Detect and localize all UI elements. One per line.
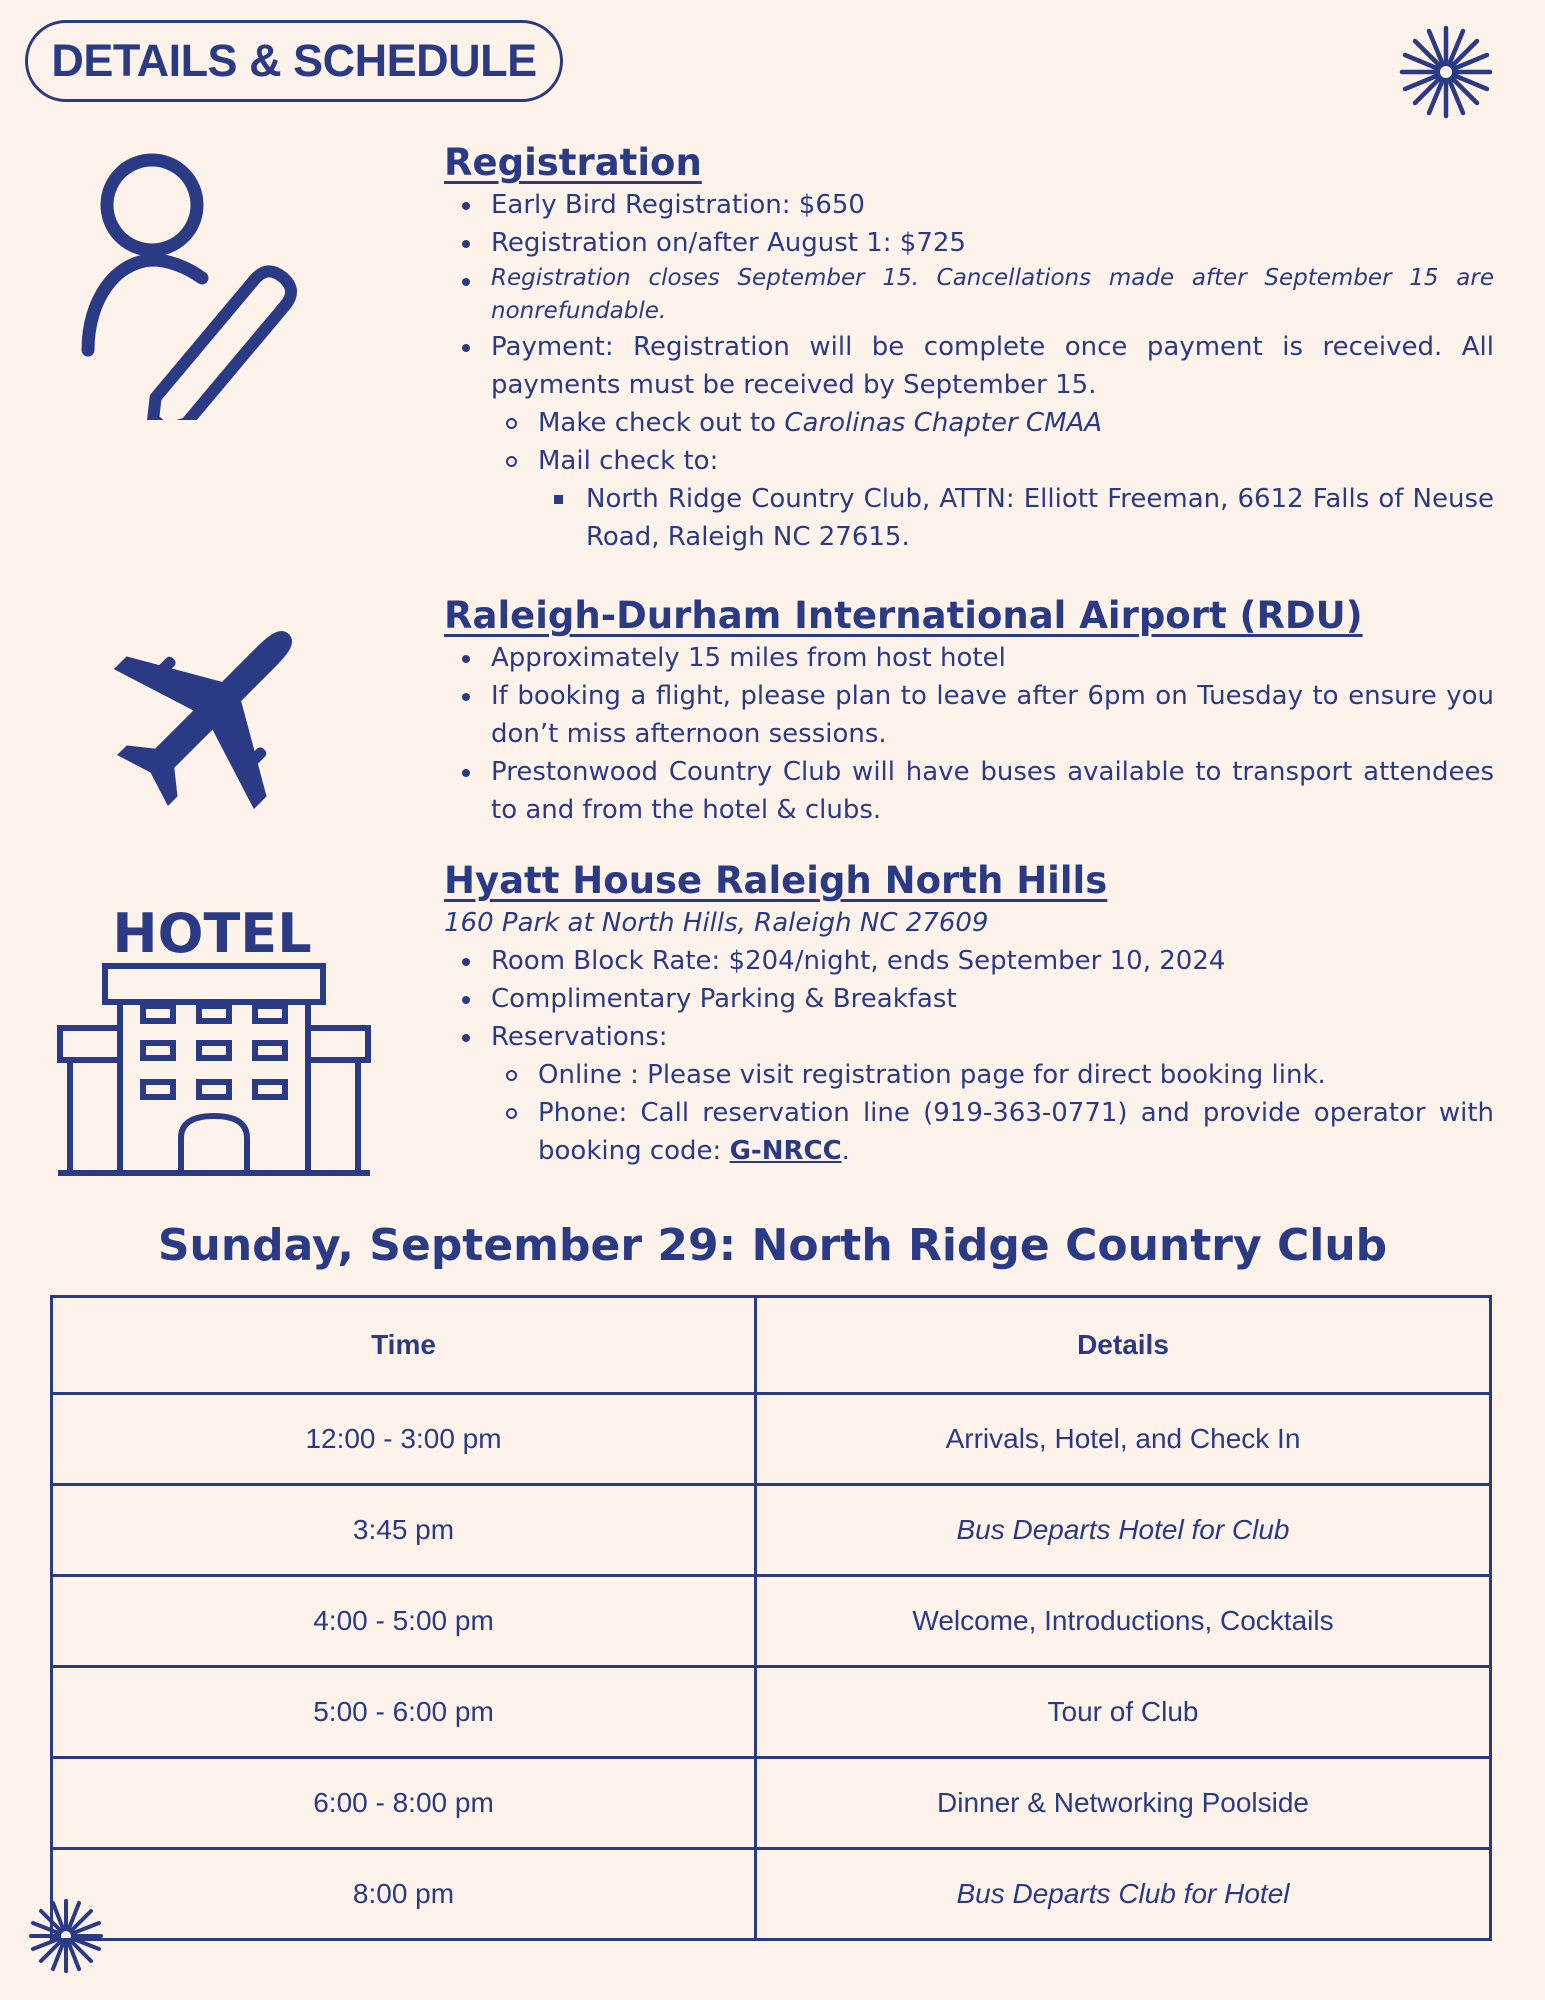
list-item: Registration on/after August 1: $725	[444, 224, 1494, 262]
schedule-title: Sunday, September 29: North Ridge Country Club	[157, 1220, 1388, 1271]
table-header-row	[52, 1297, 1491, 1394]
list-item: Approximately 15 miles from host hotel	[444, 639, 1494, 677]
schedule-table	[50, 1295, 1492, 1941]
list-item: Complimentary Parking & Breakfast	[444, 980, 1494, 1018]
details-cell: Dinner & Networking Poolside	[756, 1758, 1491, 1849]
time-cell: 6:00 - 8:00 pm	[52, 1758, 756, 1849]
details-cell: Bus Departs Hotel for Club	[756, 1485, 1491, 1576]
airport-section	[444, 593, 1494, 829]
airplane-icon	[100, 598, 325, 827]
mail-address: North Ridge Country Club, ATTN: Elliott Freeman, 6612 Falls of Neuse Road, Raleigh NC 27615.	[444, 480, 1494, 556]
registration-section	[444, 140, 1494, 556]
column-header-time: Time	[52, 1297, 756, 1394]
table-row	[52, 1576, 1491, 1667]
page-badge: DETAILS & SCHEDULE	[25, 20, 563, 102]
table-row	[52, 1849, 1491, 1940]
starburst-icon	[1398, 24, 1494, 120]
details-cell: Bus Departs Club for Hotel	[756, 1849, 1491, 1940]
details-cell: Welcome, Introductions, Cocktails	[756, 1576, 1491, 1667]
user-edit-icon	[70, 150, 330, 424]
hotel-section	[444, 858, 1494, 1170]
time-cell: 12:00 - 3:00 pm	[52, 1394, 756, 1485]
list-item: Phone: Call reservation line (919-363-0771) and provide operator with booking code: G-NRCC.	[444, 1094, 1494, 1170]
svg-text:HOTEL: HOTEL	[112, 902, 312, 965]
details-cell: Arrivals, Hotel, and Check In	[756, 1394, 1491, 1485]
booking-code: G-NRCC	[729, 1136, 842, 1166]
hotel-address: 160 Park at North Hills, Raleigh NC 27609	[444, 908, 989, 938]
table-row	[52, 1667, 1491, 1758]
details-cell: Tour of Club	[756, 1667, 1491, 1758]
time-cell: 5:00 - 6:00 pm	[52, 1667, 756, 1758]
time-cell: 4:00 - 5:00 pm	[52, 1576, 756, 1667]
list-item: Payment: Registration will be complete once payment is received. All payments must be received by September 15.	[444, 328, 1494, 404]
airport-title: Raleigh-Durham International Airport (RDU)	[444, 594, 1363, 637]
list-item: Reservations:	[444, 1018, 1494, 1056]
table-row	[52, 1485, 1491, 1576]
check-payee: Carolinas Chapter CMAA	[784, 408, 1103, 438]
time-cell: 8:00 pm	[52, 1849, 756, 1940]
table-row	[52, 1394, 1491, 1485]
list-item: Mail check to:	[444, 442, 1494, 480]
registration-title: Registration	[444, 141, 702, 184]
list-item: Prestonwood Country Club will have buses available to transport attendees to and from the hotel & clubs.	[444, 753, 1494, 829]
list-item: If booking a flight, please plan to leave after 6pm on Tuesday to ensure you don’t miss afternoon sessions.	[444, 677, 1494, 753]
list-item: Registration closes September 15. Cancellations made after September 15 are nonrefundable.	[444, 262, 1494, 328]
table-row	[52, 1758, 1491, 1849]
time-cell: 3:45 pm	[52, 1485, 756, 1576]
column-header-details: Details	[756, 1297, 1491, 1394]
list-item: Early Bird Registration: $650	[444, 186, 1494, 224]
list-item: Online : Please visit registration page for direct booking link.	[444, 1056, 1494, 1094]
hotel-building-icon	[55, 888, 375, 1182]
list-item: Room Block Rate: $204/night, ends September 10, 2024	[444, 942, 1494, 980]
hotel-title: Hyatt House Raleigh North Hills	[444, 859, 1108, 902]
list-item: Make check out to Carolinas Chapter CMAA	[444, 404, 1494, 442]
